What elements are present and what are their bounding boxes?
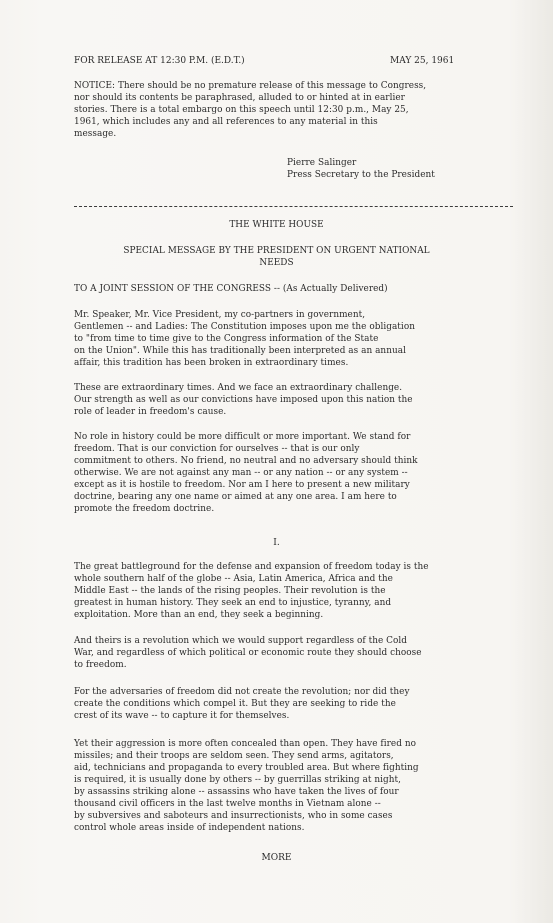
paragraph-line: Our strength as well as our convictions have imposed upon this nation the [74,395,413,405]
paragraph-line: otherwise. We are not against any man -- or any nation -- or any system -- [74,468,408,478]
paragraph-line: Middle East -- the lands of the rising peoples. Their revolution is the [74,586,386,596]
paragraph-line: by subversives and saboteurs and insurrectionists, who in some cases [74,811,393,821]
paragraph-line: by assassins striking alone -- assassins who have taken the lives of four [74,787,399,797]
paragraph-line: freedom. That is our conviction for ourselves -- that is our only [74,444,360,454]
paragraph-line: The great battleground for the defense and expansion of freedom today is the [74,562,429,572]
paragraph-line: These are extraordinary times. And we face an extraordinary challenge. [74,383,403,393]
separator-line [74,206,513,207]
paragraph-line: on the Union". While this has traditionally been interpreted as an annual [74,346,406,356]
paragraph-line: commitment to others. No friend, no neutral and no adversary should think [74,456,418,466]
paragraph-line: whole southern half of the globe -- Asia, Latin America, Africa and the [74,574,393,584]
paragraph-line: Yet their aggression is more often concealed than open. They have fired no [74,739,416,749]
signature-name: Pierre Salinger [287,158,357,168]
paragraph-line: exploitation. More than an end, they seek a beginning. [74,610,324,620]
paragraph-line: role of leader in freedom's cause. [74,407,227,417]
notice-line: stories. There is a total embargo on this speech until 12:30 p.m., May 25, [74,105,409,115]
paragraph-line: doctrine, bearing any one name or aimed at any one area. I am here to [74,492,397,502]
paragraph-line: promote the freedom doctrine. [74,504,215,514]
paragraph-line: Gentlemen -- and Ladies: The Constitution imposes upon me the obligation [74,322,415,332]
notice-line: NOTICE: There should be no premature release of this message to Congress, [74,81,427,91]
paragraph-line: affair, this tradition has been broken in extraordinary times. [74,358,349,368]
paragraph-line: greatest in human history. They seek an end to injustice, tyranny, and [74,598,392,608]
session-line: TO A JOINT SESSION OF THE CONGRESS -- (As Actually Delivered) [74,284,388,294]
notice-line: nor should its contents be paraphrased, alluded to or hinted at in earlier [74,93,405,103]
notice-line: message. [74,129,117,139]
paragraph-line: to "from time to time give to the Congress information of the State [74,334,379,344]
signature-title: Press Secretary to the President [287,170,435,180]
paragraph-line: create the conditions which compel it. But they are seeking to ride the [74,699,396,709]
page-heading: THE WHITE HOUSE [229,220,324,230]
paragraph-line: control whole areas inside of independent nations. [74,823,305,833]
paragraph-line: And theirs is a revolution which we would support regardless of the Cold [74,636,408,646]
paragraph-line: For the adversaries of freedom did not create the revolution; nor did they [74,687,410,697]
message-title-line-2: NEEDS [259,258,294,268]
section-marker: I. [273,538,280,548]
paragraph-line: aid, technicians and propaganda to every troubled area. But where fighting [74,763,419,773]
paragraph-line: War, and regardless of which political or economic route they should choose [74,648,422,658]
more-footer: MORE [261,853,292,863]
message-title-line-1: SPECIAL MESSAGE BY THE PRESIDENT ON URGENT NATIONAL [123,246,430,256]
paragraph-line: No role in history could be more difficult or more important. We stand for [74,432,411,442]
paragraph-line: Mr. Speaker, Mr. Vice President, my co-partners in government, [74,310,366,320]
notice-line: 1961, which includes any and all references to any material in this [74,117,378,127]
paragraph-line: except as it is hostile to freedom. Nor am I here to present a new military [74,480,410,490]
paragraph-line: crest of its wave -- to capture it for themselves. [74,711,290,721]
paragraph-line: thousand civil officers in the last twelve months in Vietnam alone -- [74,799,381,809]
paragraph-line: to freedom. [74,660,127,670]
release-date: MAY 25, 1961 [390,56,455,66]
paragraph-line: is required, it is usually done by others -- by guerrillas striking at night, [74,775,401,785]
paragraph-line: missiles; and their troops are seldom seen. They send arms, agitators, [74,751,394,761]
release-time: FOR RELEASE AT 12:30 P.M. (E.D.T.) [74,56,245,66]
